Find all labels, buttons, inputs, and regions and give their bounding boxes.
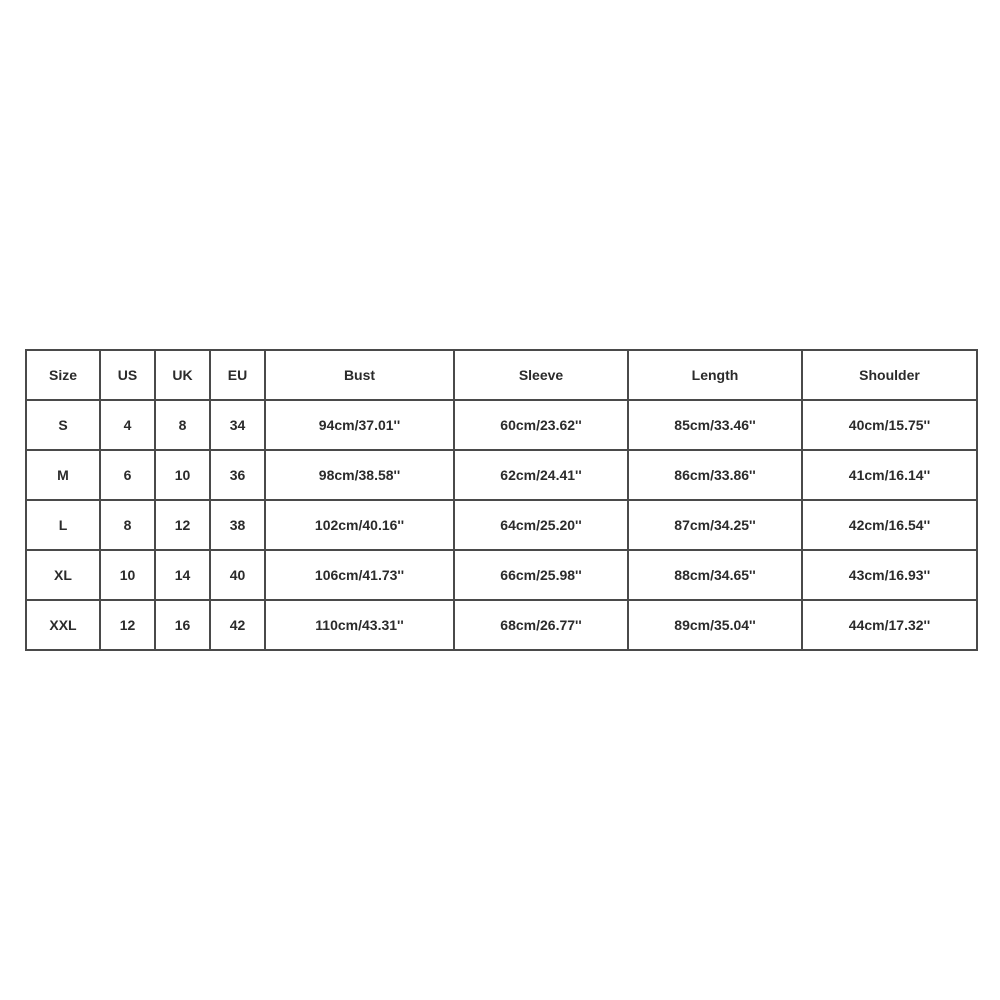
cell-sleeve: 60cm/23.62''	[454, 400, 628, 450]
header-us: US	[100, 350, 155, 400]
cell-uk: 16	[155, 600, 210, 650]
header-length: Length	[628, 350, 802, 400]
cell-shoulder: 40cm/15.75''	[802, 400, 977, 450]
header-sleeve: Sleeve	[454, 350, 628, 400]
table-row	[26, 500, 977, 550]
table-row	[26, 550, 977, 600]
cell-uk: 12	[155, 500, 210, 550]
cell-shoulder: 44cm/17.32''	[802, 600, 977, 650]
cell-length: 89cm/35.04''	[628, 600, 802, 650]
cell-bust: 98cm/38.58''	[265, 450, 454, 500]
cell-shoulder: 43cm/16.93''	[802, 550, 977, 600]
header-shoulder: Shoulder	[802, 350, 977, 400]
cell-eu: 34	[210, 400, 265, 450]
cell-us: 4	[100, 400, 155, 450]
cell-sleeve: 66cm/25.98''	[454, 550, 628, 600]
cell-uk: 8	[155, 400, 210, 450]
cell-length: 87cm/34.25''	[628, 500, 802, 550]
cell-length: 85cm/33.46''	[628, 400, 802, 450]
cell-sleeve: 62cm/24.41''	[454, 450, 628, 500]
cell-eu: 42	[210, 600, 265, 650]
header-size: Size	[26, 350, 100, 400]
cell-sleeve: 68cm/26.77''	[454, 600, 628, 650]
cell-length: 86cm/33.86''	[628, 450, 802, 500]
cell-us: 6	[100, 450, 155, 500]
cell-us: 8	[100, 500, 155, 550]
cell-size: XL	[26, 550, 100, 600]
cell-eu: 40	[210, 550, 265, 600]
table-row	[26, 400, 977, 450]
cell-uk: 14	[155, 550, 210, 600]
cell-uk: 10	[155, 450, 210, 500]
cell-us: 12	[100, 600, 155, 650]
table-row	[26, 450, 977, 500]
header-uk: UK	[155, 350, 210, 400]
header-bust: Bust	[265, 350, 454, 400]
table-row	[26, 600, 977, 650]
cell-bust: 102cm/40.16''	[265, 500, 454, 550]
cell-size: L	[26, 500, 100, 550]
size-chart-table	[25, 349, 978, 651]
cell-length: 88cm/34.65''	[628, 550, 802, 600]
cell-eu: 36	[210, 450, 265, 500]
header-eu: EU	[210, 350, 265, 400]
header-row	[26, 350, 977, 400]
cell-size: XXL	[26, 600, 100, 650]
cell-size: S	[26, 400, 100, 450]
cell-shoulder: 42cm/16.54''	[802, 500, 977, 550]
cell-bust: 94cm/37.01''	[265, 400, 454, 450]
cell-bust: 106cm/41.73''	[265, 550, 454, 600]
cell-shoulder: 41cm/16.14''	[802, 450, 977, 500]
cell-size: M	[26, 450, 100, 500]
cell-eu: 38	[210, 500, 265, 550]
cell-bust: 110cm/43.31''	[265, 600, 454, 650]
cell-sleeve: 64cm/25.20''	[454, 500, 628, 550]
cell-us: 10	[100, 550, 155, 600]
